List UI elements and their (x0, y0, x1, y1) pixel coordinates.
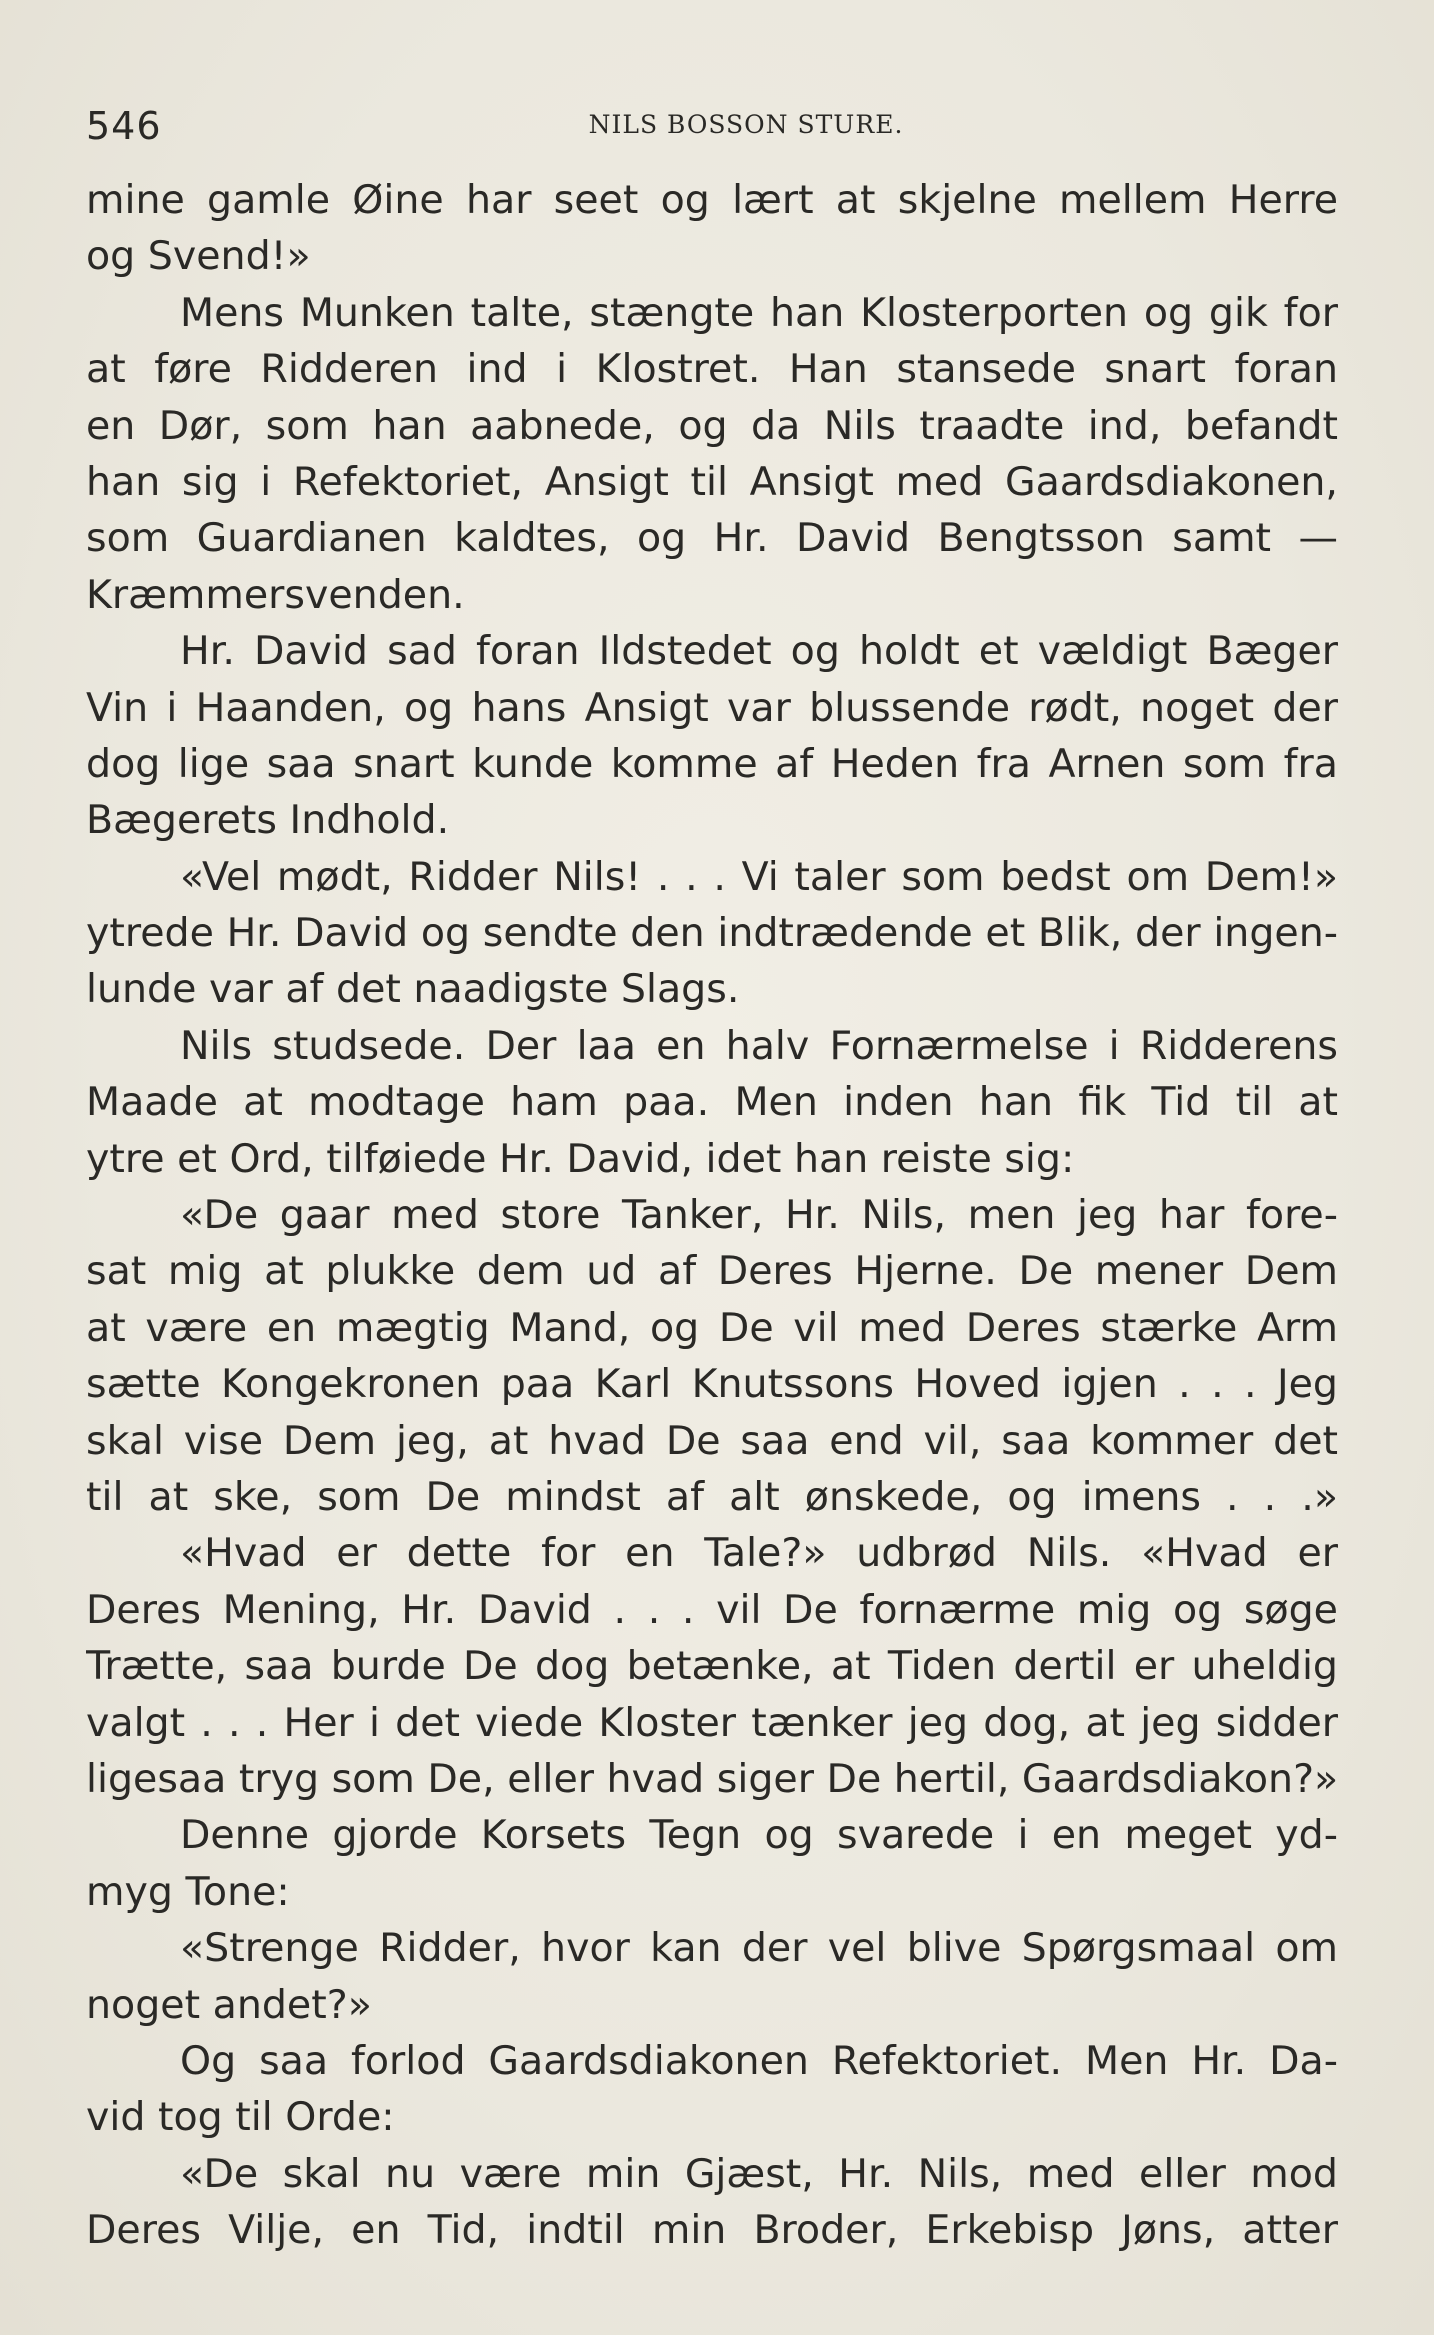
text-line: at være en mægtig Mand, og De vil med Deres stærke Arm (86, 1304, 1338, 1351)
text-line: «Strenge Ridder, hvor kan der vel blive Spørgsmaal om (180, 1925, 1338, 1972)
text-line: ligesaa tryg som De, eller hvad siger De hertil, Gaardsdiakon?» (86, 1755, 1338, 1802)
text-line: «De gaar med store Tanker, Hr. Nils, men jeg har fore- (180, 1192, 1338, 1239)
running-head (86, 96, 1346, 156)
text-line: til at ske, som De mindst af alt ønskede, og imens . . .» (86, 1473, 1338, 1520)
text-line: dog lige saa snart kunde komme af Heden fra Arnen som fra (86, 740, 1338, 787)
text-line: Deres Mening, Hr. David . . . vil De fornærme mig og søge (86, 1586, 1338, 1633)
text-line: Trætte, saa burde De dog betænke, at Tiden dertil er uheldig (86, 1643, 1338, 1690)
text-line: Nils studsede. Der laa en halv Fornærmelse i Ridderens (180, 1022, 1338, 1069)
text-line: sat mig at plukke dem ud af Deres Hjerne. De mener Dem (86, 1248, 1338, 1295)
text-line: han sig i Refektoriet, Ansigt til Ansigt med Gaardsdiakonen, (86, 458, 1338, 505)
text-line: Mens Munken talte, stængte han Klosterporten og gik for (180, 289, 1338, 336)
text-line: som Guardianen kaldtes, og Hr. David Bengtsson samt — (86, 515, 1338, 562)
text-line: «Vel mødt, Ridder Nils! . . . Vi taler som bedst om Dem!» (180, 853, 1338, 900)
text-line: vid tog til Orde: (86, 2094, 395, 2141)
text-line: Hr. David sad foran Ildstedet og holdt et vældigt Bæger (180, 628, 1338, 675)
text-line: noget andet?» (86, 1981, 372, 2028)
text-line: Vin i Haanden, og hans Ansigt var blussende rødt, noget der (86, 684, 1338, 731)
text-line: myg Tone: (86, 1868, 290, 1915)
body-text (86, 172, 1338, 2258)
text-line: og Svend!» (86, 233, 311, 280)
page-number: 546 (86, 104, 162, 148)
text-line: mine gamle Øine har seet og lært at skjelne mellem Herre (86, 177, 1338, 223)
text-line: «De skal nu være min Gjæst, Hr. Nils, med eller mod (180, 2150, 1338, 2197)
running-head-title: NILS BOSSON STURE. (588, 110, 904, 139)
text-line: Deres Vilje, en Tid, indtil min Broder, Erkebisp Jøns, atter (86, 2207, 1338, 2254)
text-line: «Hvad er dette for en Tale?» udbrød Nils. «Hvad er (180, 1530, 1338, 1577)
text-line: en Dør, som han aabnede, og da Nils traadte ind, befandt (86, 402, 1338, 449)
text-line: ytrede Hr. David og sendte den indtrædende et Blik, der ingen- (86, 910, 1338, 957)
text-line: valgt . . . Her i det viede Kloster tænker jeg dog, at jeg sidder (86, 1699, 1338, 1746)
text-line: skal vise Dem jeg, at hvad De saa end vil, saa kommer det (86, 1417, 1338, 1464)
text-line: at føre Ridderen ind i Klostret. Han stansede snart foran (86, 346, 1338, 393)
text-line: lunde var af det naadigste Slags. (86, 966, 740, 1013)
text-line: Maade at modtage ham paa. Men inden han fik Tid til at (86, 1079, 1338, 1126)
text-line: Denne gjorde Korsets Tegn og svarede i en meget yd- (180, 1812, 1338, 1859)
text-line: Og saa forlod Gaardsdiakonen Refektoriet. Men Hr. Da- (180, 2037, 1338, 2084)
text-line: Bægerets Indhold. (86, 797, 450, 844)
text-line: Kræmmersvenden. (86, 571, 465, 618)
text-line: ytre et Ord, tilføiede Hr. David, idet han reiste sig: (86, 1135, 1075, 1182)
text-line: sætte Kongekronen paa Karl Knutssons Hoved igjen . . . Jeg (86, 1361, 1338, 1408)
